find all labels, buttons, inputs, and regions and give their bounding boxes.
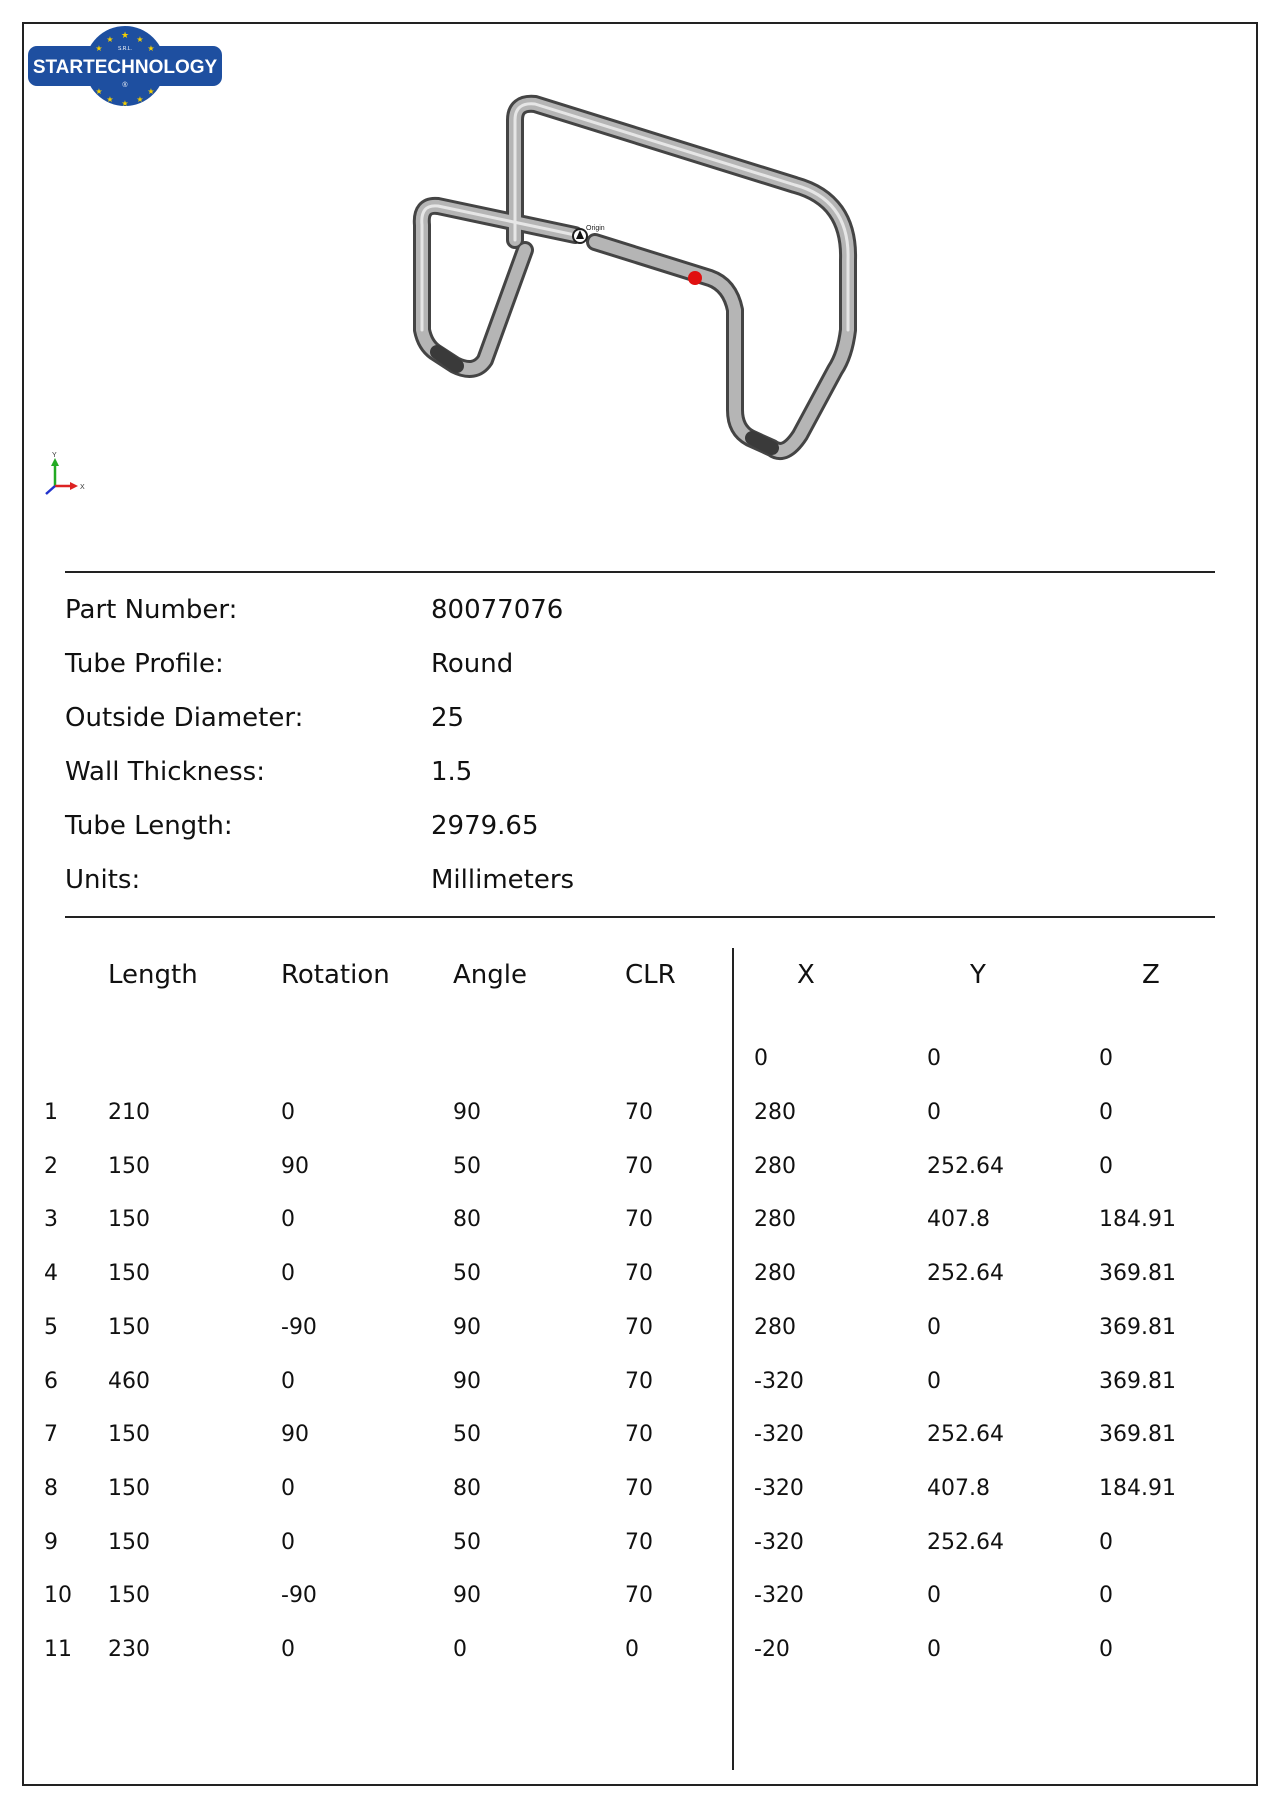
row-number: 2 <box>44 1153 58 1179</box>
cell-y: 252.64 <box>927 1153 1004 1179</box>
units-label: Units: <box>65 865 141 895</box>
table-column-separator <box>732 948 734 1770</box>
svg-text:★: ★ <box>136 95 144 104</box>
svg-text:★: ★ <box>147 87 155 96</box>
cell-clr: 70 <box>625 1314 653 1340</box>
cell-length: 210 <box>108 1100 150 1125</box>
cell-z: 0 <box>1099 1637 1113 1662</box>
cell-angle: 0 <box>453 1637 467 1662</box>
wall-thickness-value: 1.5 <box>431 757 473 787</box>
row-number: 6 <box>44 1368 58 1394</box>
cell-length: 150 <box>108 1207 150 1233</box>
cell-z: 0 <box>1099 1529 1113 1555</box>
cell-rotation: 0 <box>281 1100 295 1125</box>
row-number: 3 <box>44 1207 58 1233</box>
part-number-value: 80077076 <box>431 595 564 625</box>
cell-y: 252.64 <box>927 1261 1004 1287</box>
cell-length: 150 <box>108 1314 150 1340</box>
cell-x: -320 <box>754 1529 804 1555</box>
startechnology-logo <box>26 24 224 108</box>
header-angle: Angle <box>453 960 527 990</box>
cell-z: 369.81 <box>1099 1261 1176 1287</box>
header-z: Z <box>1142 960 1160 990</box>
cell-x: -320 <box>754 1583 804 1609</box>
cell-z: 0 <box>1099 1100 1113 1125</box>
outside-diameter-label: Outside Diameter: <box>65 703 304 733</box>
cell-x: -320 <box>754 1475 804 1501</box>
start-z: 0 <box>1099 1046 1113 1071</box>
row-number: 8 <box>44 1475 58 1501</box>
row-number: 7 <box>44 1422 58 1448</box>
svg-text:★: ★ <box>147 44 155 53</box>
cell-clr: 70 <box>625 1529 653 1555</box>
divider-bottom <box>65 916 1215 918</box>
part-number-label: Part Number: <box>65 595 238 625</box>
cell-angle: 90 <box>453 1583 481 1609</box>
axis-x-label: X <box>80 484 85 491</box>
cell-y: 407.8 <box>927 1207 990 1233</box>
start-y: 0 <box>927 1046 941 1071</box>
tube-length-value: 2979.65 <box>431 811 539 841</box>
header-rotation: Rotation <box>281 960 390 990</box>
cell-length: 230 <box>108 1637 150 1662</box>
cell-z: 184.91 <box>1099 1207 1176 1233</box>
tube-length-label: Tube Length: <box>65 811 233 841</box>
cell-z: 0 <box>1099 1583 1113 1609</box>
cell-angle: 50 <box>453 1153 481 1179</box>
row-number: 10 <box>44 1583 72 1609</box>
cell-rotation: -90 <box>281 1314 317 1340</box>
cell-clr: 70 <box>625 1368 653 1394</box>
cell-length: 150 <box>108 1261 150 1287</box>
header-clr: CLR <box>625 960 676 990</box>
cell-y: 0 <box>927 1583 941 1609</box>
cell-clr: 70 <box>625 1100 653 1125</box>
svg-text:★: ★ <box>136 35 144 44</box>
header-length: Length <box>108 960 198 990</box>
cell-length: 150 <box>108 1583 150 1609</box>
cell-rotation: 0 <box>281 1529 295 1555</box>
start-point-marker <box>688 271 702 285</box>
cell-z: 369.81 <box>1099 1368 1176 1394</box>
cell-rotation: 0 <box>281 1637 295 1662</box>
cell-clr: 70 <box>625 1153 653 1179</box>
origin-label: Origin <box>586 225 605 232</box>
header-y: Y <box>970 960 986 990</box>
cell-x: 280 <box>754 1261 796 1287</box>
cell-y: 0 <box>927 1637 941 1662</box>
cell-clr: 0 <box>625 1637 639 1662</box>
header-x: X <box>797 960 815 990</box>
svg-text:★: ★ <box>106 35 114 44</box>
cell-rotation: -90 <box>281 1583 317 1609</box>
cell-rotation: 90 <box>281 1422 309 1448</box>
svg-text:★: ★ <box>106 95 114 104</box>
cell-y: 252.64 <box>927 1422 1004 1448</box>
logo-mark: ® <box>122 82 128 89</box>
cell-x: -320 <box>754 1368 804 1394</box>
cell-y: 407.8 <box>927 1475 990 1501</box>
cell-angle: 80 <box>453 1207 481 1233</box>
cell-angle: 50 <box>453 1422 481 1448</box>
cell-clr: 70 <box>625 1261 653 1287</box>
cell-angle: 50 <box>453 1529 481 1555</box>
cell-x: -20 <box>754 1637 790 1662</box>
logo-small-text: S.R.L. <box>118 46 132 52</box>
row-number: 4 <box>44 1261 58 1287</box>
cell-z: 369.81 <box>1099 1314 1176 1340</box>
cell-angle: 90 <box>453 1100 481 1125</box>
divider-top <box>65 571 1215 573</box>
cell-y: 252.64 <box>927 1529 1004 1555</box>
cell-angle: 50 <box>453 1261 481 1287</box>
svg-text:★: ★ <box>120 31 130 41</box>
row-number: 5 <box>44 1314 58 1340</box>
tube-profile-label: Tube Profile: <box>65 649 224 679</box>
cell-angle: 90 <box>453 1368 481 1394</box>
cell-rotation: 0 <box>281 1261 295 1287</box>
cell-y: 0 <box>927 1100 941 1125</box>
cell-angle: 80 <box>453 1475 481 1501</box>
svg-text:★: ★ <box>95 87 103 96</box>
cell-z: 0 <box>1099 1153 1113 1179</box>
cell-rotation: 0 <box>281 1368 295 1394</box>
cell-length: 150 <box>108 1422 150 1448</box>
row-number: 11 <box>44 1637 72 1662</box>
cell-length: 460 <box>108 1368 150 1394</box>
svg-text:★: ★ <box>121 99 129 108</box>
svg-text:★: ★ <box>95 44 103 53</box>
cell-clr: 70 <box>625 1475 653 1501</box>
row-number: 9 <box>44 1529 58 1555</box>
cell-rotation: 0 <box>281 1475 295 1501</box>
cell-z: 369.81 <box>1099 1422 1176 1448</box>
tube-profile-value: Round <box>431 649 514 679</box>
cell-x: -320 <box>754 1422 804 1448</box>
cell-clr: 70 <box>625 1422 653 1448</box>
cell-x: 280 <box>754 1314 796 1340</box>
cell-clr: 70 <box>625 1207 653 1233</box>
cell-y: 0 <box>927 1314 941 1340</box>
cell-clr: 70 <box>625 1583 653 1609</box>
units-value: Millimeters <box>431 865 575 895</box>
cell-y: 0 <box>927 1368 941 1394</box>
cell-rotation: 90 <box>281 1153 309 1179</box>
cell-length: 150 <box>108 1529 150 1555</box>
logo-text: STARTECHNOLOGY <box>32 57 218 78</box>
axis-y-label: Y <box>52 452 57 459</box>
row-number: 1 <box>44 1100 58 1125</box>
outside-diameter-value: 25 <box>431 703 465 733</box>
axis-triad-icon <box>40 450 100 498</box>
start-x: 0 <box>754 1046 768 1071</box>
wall-thickness-label: Wall Thickness: <box>65 757 265 787</box>
cell-x: 280 <box>754 1207 796 1233</box>
cell-z: 184.91 <box>1099 1475 1176 1501</box>
cell-length: 150 <box>108 1475 150 1501</box>
cell-angle: 90 <box>453 1314 481 1340</box>
tube-drawing <box>380 90 880 490</box>
cell-x: 280 <box>754 1153 796 1179</box>
cell-rotation: 0 <box>281 1207 295 1233</box>
cell-x: 280 <box>754 1100 796 1125</box>
cell-length: 150 <box>108 1153 150 1179</box>
